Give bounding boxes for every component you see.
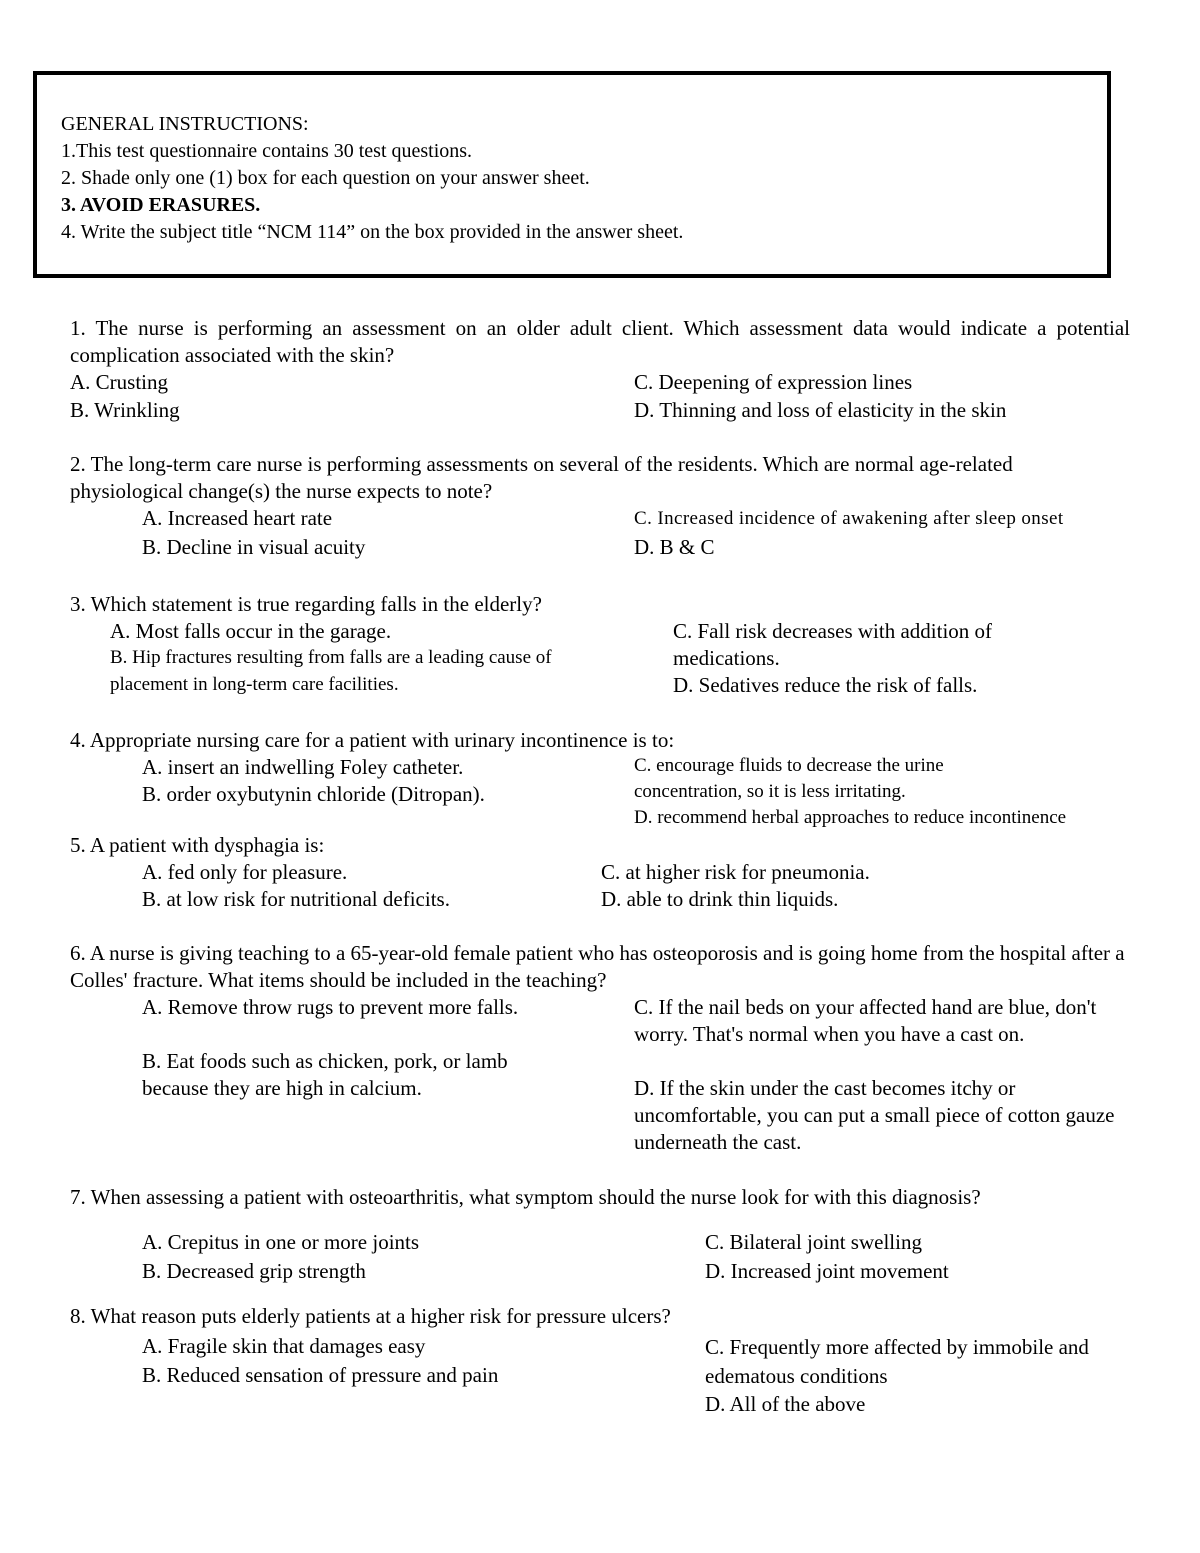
instructions-box: [33, 71, 1111, 278]
question-8-option-b: B. Reduced sensation of pressure and pain: [142, 1363, 499, 1387]
question-7-option-d: D. Increased joint movement: [705, 1259, 949, 1283]
question-3-option-a: A. Most falls occur in the garage.: [110, 619, 392, 643]
question-7-option-b: B. Decreased grip strength: [142, 1259, 366, 1283]
question-5-option-c: C. at higher risk for pneumonia.: [601, 860, 870, 884]
instruction-item: 2. Shade only one (1) box for each question on your answer sheet.: [61, 167, 590, 189]
question-8-stem: 8. What reason puts elderly patients at a higher risk for pressure ulcers?: [70, 1304, 671, 1328]
question-1-option-c: C. Deepening of expression lines: [634, 370, 913, 394]
question-2-option-b: B. Decline in visual acuity: [142, 535, 366, 559]
question-4-option-b: B. order oxybutynin chloride (Ditropan).: [142, 782, 485, 806]
question-6-stem: 6. A nurse is giving teaching to a 65-year-old female patient who has osteoporosis and is going home from the hospital after a Colles' fracture. What items should be included in the teaching?: [70, 941, 1125, 992]
question-8-option-a: A. Fragile skin that damages easy: [142, 1334, 426, 1358]
question-6-option-b: B. Eat foods such as chicken, pork, or lamb because they are high in calcium.: [142, 1049, 508, 1100]
instructions-text: [61, 111, 683, 246]
question-6-option-a: A. Remove throw rugs to prevent more falls.: [142, 995, 519, 1019]
question-5-option-b: B. at low risk for nutritional deficits.: [142, 887, 450, 911]
instruction-item: 4. Write the subject title “NCM 114” on the box provided in the answer sheet.: [61, 221, 684, 243]
question-7-stem: 7. When assessing a patient with osteoarthritis, what symptom should the nurse look for with this diagnosis?: [70, 1185, 981, 1209]
question-7-option-a: A. Crepitus in one or more joints: [142, 1230, 420, 1254]
question-8-option-c: C. Frequently more affected by immobile and edematous conditions: [705, 1335, 1089, 1388]
question-5-option-d: D. able to drink thin liquids.: [601, 887, 839, 911]
question-3-option-c: C. Fall risk decreases with addition of medications.: [673, 619, 993, 670]
question-4-option-d: D. recommend herbal approaches to reduce incontinence: [634, 807, 1067, 828]
question-3-option-d: D. Sedatives reduce the risk of falls.: [673, 673, 978, 697]
question-1-option-d: D. Thinning and loss of elasticity in the skin: [634, 398, 1007, 422]
question-1-stem: 1. The nurse is performing an assessment on an older adult client. Which assessment data would indicate a potential complication associated with the skin?: [70, 316, 1130, 367]
question-5-option-a: A. fed only for pleasure.: [142, 860, 348, 884]
question-8-option-d: D. All of the above: [705, 1392, 866, 1416]
question-2-option-a: A. Increased heart rate: [142, 506, 333, 530]
question-6-option-d: D. If the skin under the cast becomes itchy or uncomfortable, you can put a small piece of cotton gauze underneath the cast.: [634, 1076, 1115, 1154]
question-2-option-d: D. B & C: [634, 535, 715, 559]
instructions-heading: GENERAL INSTRUCTIONS:: [61, 113, 309, 135]
question-5-stem: 5. A patient with dysphagia is:: [70, 833, 325, 857]
question-1-option-b: B. Wrinkling: [70, 398, 180, 422]
question-4-option-c: C. encourage fluids to decrease the urine concentration, so it is less irritating.: [634, 755, 944, 802]
question-4-stem: 4. Appropriate nursing care for a patient with urinary incontinence is to:: [70, 728, 675, 752]
question-4-option-a: A. insert an indwelling Foley catheter.: [142, 755, 464, 779]
question-2-option-c: C. Increased incidence of awakening after sleep onset: [634, 508, 1064, 529]
question-2-stem: 2. The long-term care nurse is performing assessments on several of the residents. Which are normal age-related physiological change(s) the nurse expects to note?: [70, 452, 1013, 503]
question-7-option-c: C. Bilateral joint swelling: [705, 1230, 922, 1254]
question-6-option-c: C. If the nail beds on your affected hand are blue, don't worry. That's normal when you have a cast on.: [634, 995, 1097, 1046]
instruction-item: 3. AVOID ERASURES.: [61, 194, 261, 216]
question-1-option-a: A. Crusting: [70, 370, 169, 394]
instruction-item: 1.This test questionnaire contains 30 test questions.: [61, 140, 473, 162]
question-3-option-b: B. Hip fractures resulting from falls are a leading cause of placement in long-term care facilities.: [110, 647, 552, 695]
question-3-stem: 3. Which statement is true regarding falls in the elderly?: [70, 592, 542, 616]
